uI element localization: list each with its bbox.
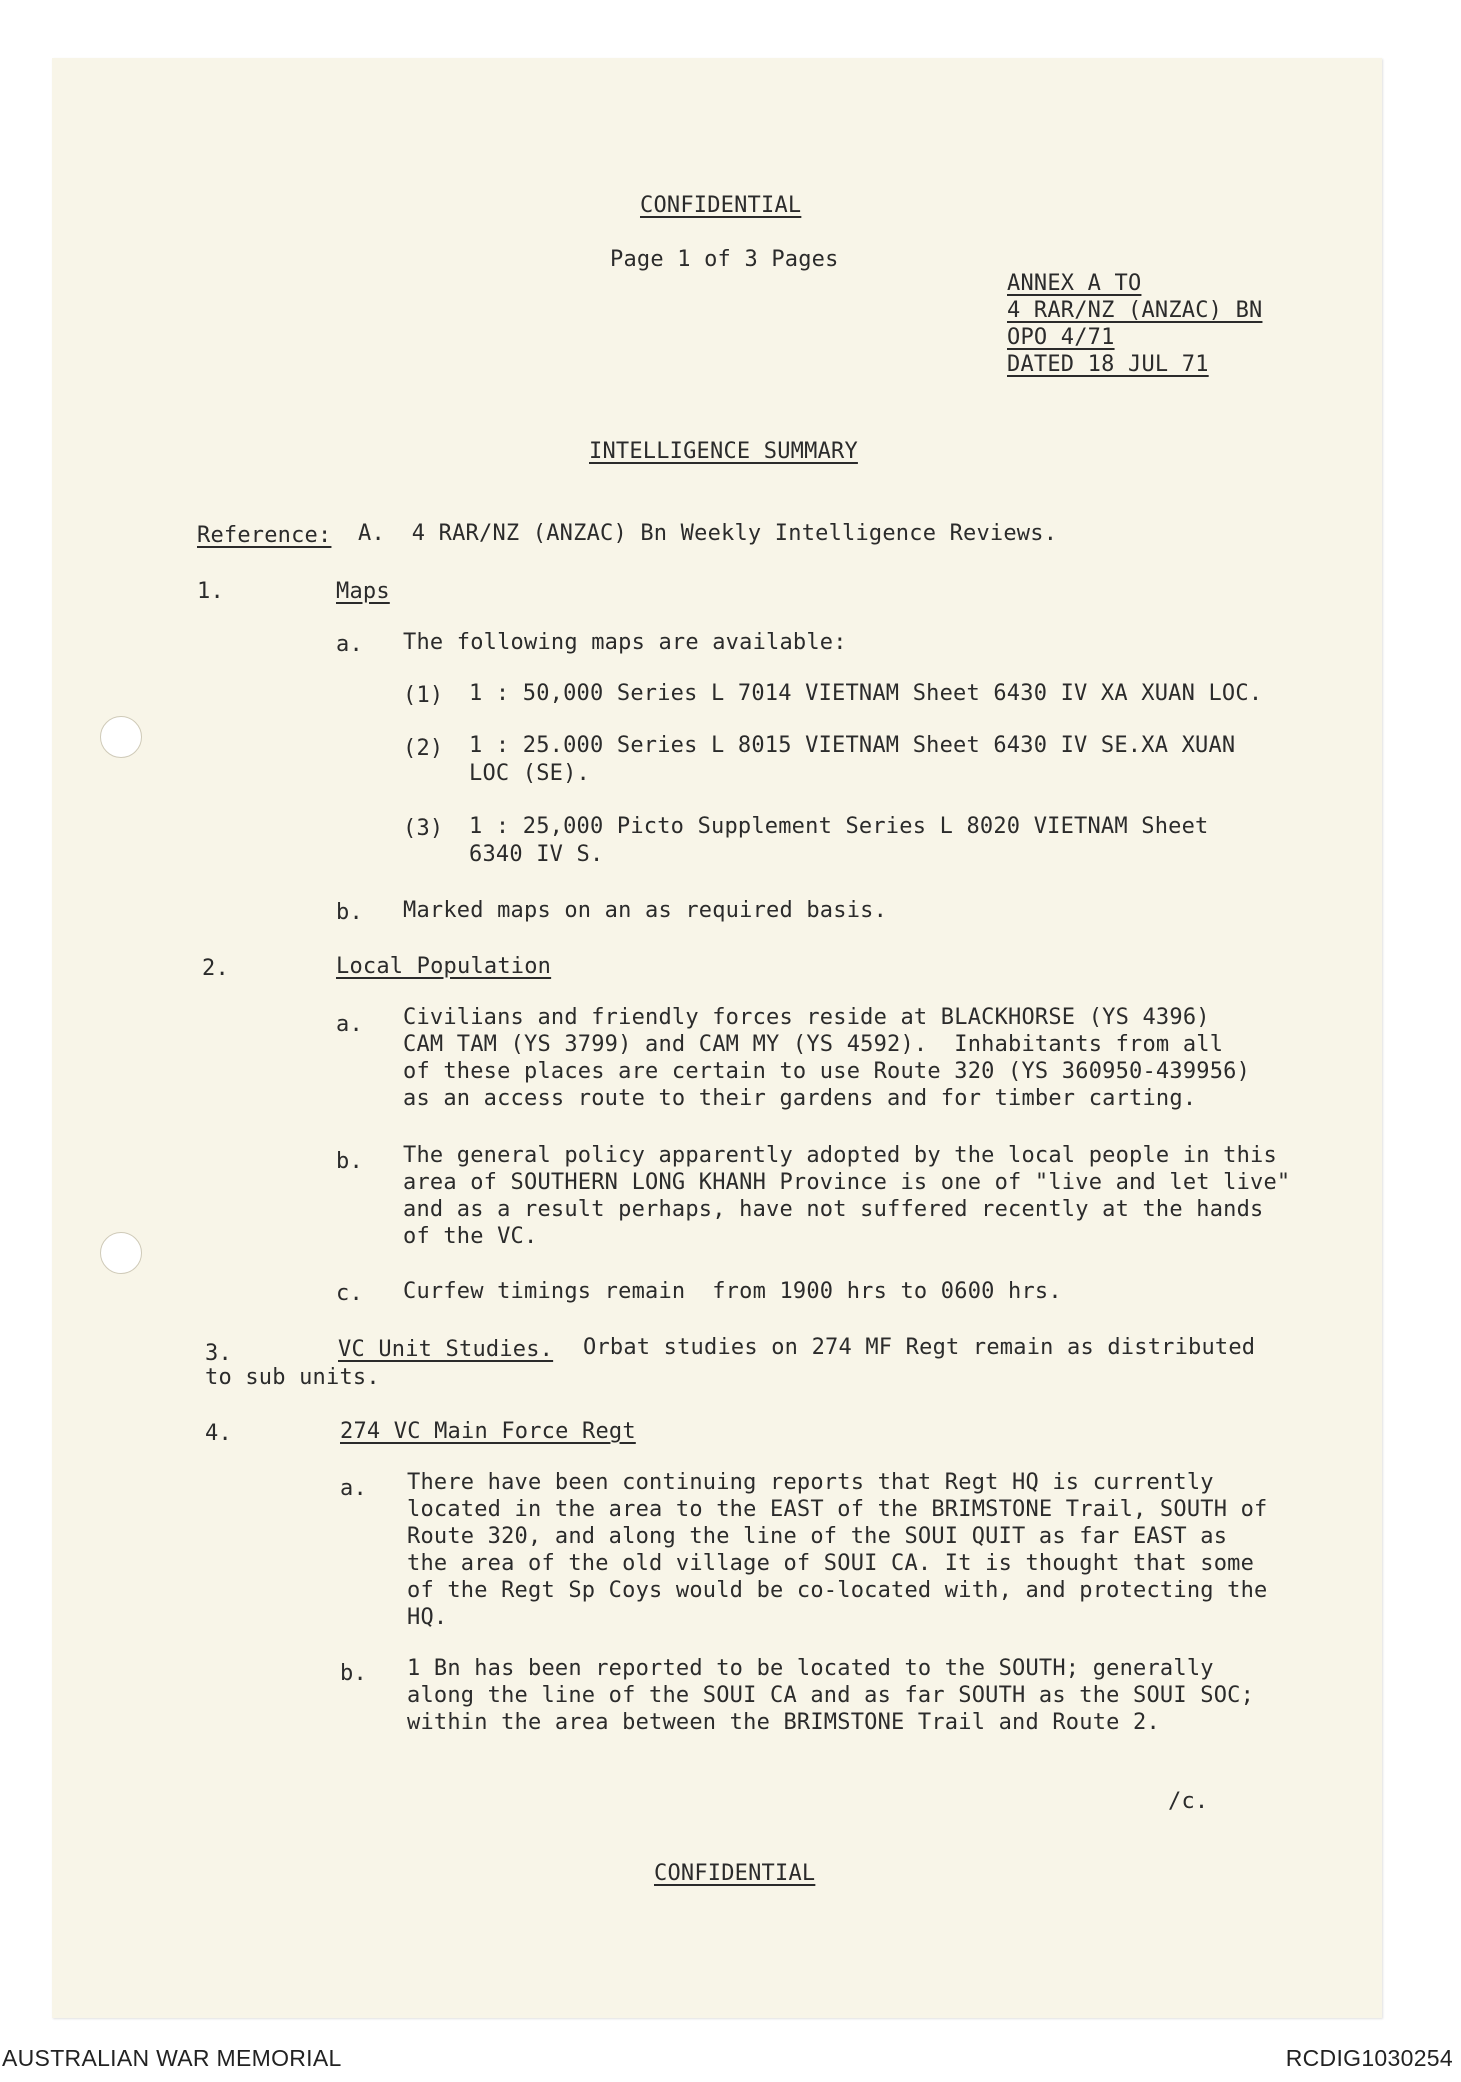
s2-b-line-3: and as a result perhaps, have not suffered recently at the hands (403, 1197, 1264, 1222)
section-3-heading: VC Unit Studies. (338, 1337, 554, 1362)
s4-b-letter: b. (340, 1661, 367, 1686)
continuation-marker: /c. (1168, 1789, 1209, 1814)
s4-a-line-4: the area of the old village of SOUI CA. It is thought that some (407, 1551, 1255, 1576)
s1-b-letter: b. (336, 900, 363, 925)
s1-a-text: The following maps are available: (403, 630, 847, 655)
map-1-number: (1) (403, 683, 444, 708)
s4-b-line-2: along the line of the SOUI CA and as far SOUTH as the SOUI SOC; (407, 1683, 1255, 1708)
punch-hole (100, 716, 142, 758)
section-1-number: 1. (197, 579, 224, 604)
section-2-heading: Local Population (336, 954, 552, 979)
s2-c-text: Curfew timings remain from 1900 hrs to 0600 hrs. (403, 1279, 1062, 1304)
s4-a-line-1: There have been continuing reports that Regt HQ is currently (407, 1470, 1214, 1495)
s2-a-line-3: of these places are certain to use Route 320 (YS 360950-439956) (403, 1059, 1251, 1084)
section-4-heading: 274 VC Main Force Regt (340, 1419, 636, 1444)
s4-a-line-2: located in the area to the EAST of the BRIMSTONE Trail, SOUTH of (407, 1497, 1268, 1522)
s1-b-text: Marked maps on an as required basis. (403, 898, 888, 923)
map-2-number: (2) (403, 736, 444, 761)
document-title: INTELLIGENCE SUMMARY (589, 439, 858, 464)
s2-b-line-2: area of SOUTHERN LONG KHANH Province is one of "live and let live" (403, 1170, 1291, 1195)
annex-line-3: OPO 4/71 (1007, 325, 1115, 350)
s4-a-line-6: HQ. (407, 1605, 448, 1630)
s4-a-line-5: of the Regt Sp Coys would be co-located with, and protecting the (407, 1578, 1268, 1603)
s2-b-line-4: of the VC. (403, 1224, 538, 1249)
s1-a-letter: a. (336, 632, 363, 657)
punch-hole (100, 1232, 142, 1274)
s2-a-line-2: CAM TAM (YS 3799) and CAM MY (YS 4592). Inhabitants from all (403, 1032, 1224, 1057)
section-2-number: 2. (202, 956, 229, 981)
map-1-text: 1 : 50,000 Series L 7014 VIETNAM Sheet 6430 IV XA XUAN LOC. (469, 681, 1263, 706)
annex-line-4: DATED 18 JUL 71 (1007, 352, 1209, 377)
classification-footer: CONFIDENTIAL (654, 1861, 816, 1886)
classification-header: CONFIDENTIAL (640, 193, 802, 218)
s4-b-line-1: 1 Bn has been reported to be located to the SOUTH; generally (407, 1656, 1214, 1681)
map-3-text-line-2: 6340 IV S. (469, 842, 604, 867)
s3-text-line-2: to sub units. (205, 1365, 380, 1390)
annex-line-2: 4 RAR/NZ (ANZAC) BN (1007, 298, 1263, 323)
map-2-text-line-2: LOC (SE). (469, 761, 591, 786)
map-3-text-line-1: 1 : 25,000 Picto Supplement Series L 8020 VIETNAM Sheet (469, 814, 1209, 839)
section-3-number: 3. (205, 1341, 232, 1366)
s4-b-line-3: within the area between the BRIMSTONE Trail and Route 2. (407, 1710, 1160, 1735)
s4-a-line-3: Route 320, and along the line of the SOUI QUIT as far EAST as (407, 1524, 1228, 1549)
s2-c-letter: c. (336, 1281, 363, 1306)
map-2-text-line-1: 1 : 25.000 Series L 8015 VIETNAM Sheet 6430 IV SE.XA XUAN (469, 733, 1236, 758)
s4-a-letter: a. (340, 1476, 367, 1501)
map-3-number: (3) (403, 816, 444, 841)
s2-a-line-4: as an access route to their gardens and for timber carting. (403, 1086, 1197, 1111)
annex-line-1: ANNEX A TO (1007, 271, 1142, 296)
s2-b-letter: b. (336, 1149, 363, 1174)
reference-label: Reference: (197, 523, 332, 548)
s2-b-line-1: The general policy apparently adopted by the local people in this (403, 1143, 1277, 1168)
reference-text: A. 4 RAR/NZ (ANZAC) Bn Weekly Intelligence Reviews. (358, 521, 1058, 546)
page-info: Page 1 of 3 Pages (610, 247, 839, 272)
section-4-number: 4. (205, 1421, 232, 1446)
archive-source: AUSTRALIAN WAR MEMORIAL (2, 2045, 342, 2071)
s2-a-line-1: Civilians and friendly forces reside at BLACKHORSE (YS 4396) (403, 1005, 1210, 1030)
s2-a-letter: a. (336, 1012, 363, 1037)
s3-text-line-1: Orbat studies on 274 MF Regt remain as distributed (583, 1335, 1256, 1360)
section-1-heading: Maps (336, 579, 390, 604)
archive-reference: RCDIG1030254 (1285, 2045, 1453, 2071)
